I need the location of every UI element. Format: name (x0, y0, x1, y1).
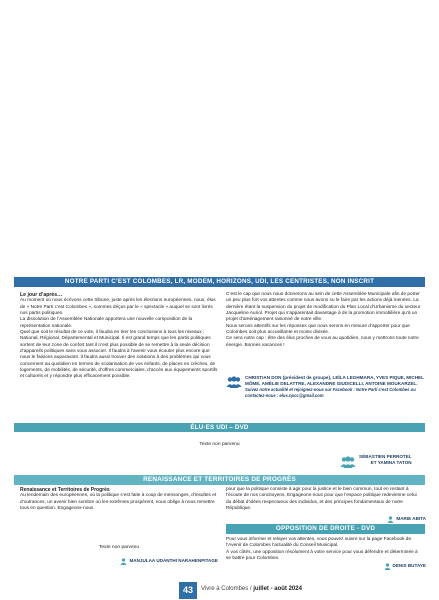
section-band-renaissance (14, 475, 425, 485)
issue-date: juillet - août 2024 (253, 586, 302, 592)
article-paragraph: Au lendemain des européennes, où la politique s’est faite à coup de mensonges, d’insultes et d’outrances, un avenir bien sombre où les extrêmes prospèrent, nous oblige à nous remettre tous en question. Engageons-nous (20, 493, 217, 512)
udi-signature (340, 454, 426, 468)
section-title: RENAISSANCE ET TERRITOIRES DE PROGRÈS (143, 476, 296, 483)
article-paragraph: Ce sera notre cap : être des élus proches de vous au quotidien, nous y mettrons toute notre énergie. Bonnes vacances ! (226, 336, 419, 348)
section-title: OPPOSITION DE DROITE - DVD (275, 525, 376, 532)
person-icon (384, 563, 391, 570)
article-paragraph: Pour vous informer et relayer vos attentes, vous pouvez suivre sur la page Facebook de l’Avenir de Colombes l’actualité du Conseil Municipal. (226, 537, 412, 549)
article-left-column (20, 292, 218, 381)
udi-text (0, 442, 439, 448)
magazine-name: Vivre à Colombes (201, 586, 249, 592)
opposition-text (226, 537, 424, 562)
group-people-icon (226, 376, 242, 388)
renaissance-signature (376, 516, 426, 523)
opposition-signature (360, 563, 426, 570)
page-footer (0, 581, 439, 600)
article-paragraph: C’est le cap que nous nous donnerons au sein de cette Assemblée Municipale afin de porter un peu plus fort vos attentes comme nous avons su le faire par les actions déjà menées. La dernière étant la suspension du projet de modification du Plan Local d’Urbanisme du secteur Jacqueline Auriol. Projet qui s’apparentait davantage à de la promotion immobilière qu’à un projet d’aménagement raisonné de notre ville. (226, 292, 421, 323)
section-title: NOTRE PARTI C’EST COLOMBES, LR, MODEM, HORIZONS, UDI, LES CENTRISTES, NON INSCRIT (64, 278, 375, 285)
other-signature (84, 558, 218, 565)
placeholder-text: Texte non parvenu (199, 442, 240, 447)
renaissance-right-column (226, 487, 422, 512)
article-heading: Renaissance et Territoires de Progrès (20, 487, 110, 493)
article-paragraph: Quel que soit le résultat de ce vote, il faudra en tirer les conclusions à tous les niveaux : National, Régional, Départemental et Municipal. Il est grand temps que les partis politiques sortent de leur zone de confort tant il n’est plus possible de se remettre à la seule décision d’appareils politiques sans vous associer. Il faudra à l’avenir vous écouter plus encore que nous le faisions auparavant. Il faudra aussi trouver des solutions à des problèmes qui vous concernent au quotidien en termes de scolarisation de vos enfants, de places en crèches, de logements, de mobilités, de sécurité, d’offres commerciales, d’accès aux équipements sportifs et culturels et y répondre plus efficacement possible. (20, 330, 218, 380)
section-title: ÉLU·ES UDI – DVD (190, 424, 249, 431)
article-paragraph: pour que la politique consiste à agir pour la justice et le bien commun, tout en restant à l’écoute de nos concitoyens. Engageons-nous pour que l’espace politique redevienne celui du débat d’idées respectueux des individus, et des principes fondamentaux de notre République. (226, 487, 417, 512)
page-number: 43 (179, 582, 197, 599)
article-paragraph: Au moment où nous écrivons cette tribune, juste après les élections européennes, nous, élus de « Notre Parti c’est Colombes », sommes déçus par le « spectacle » auquel se sont livrés nos partis politiques. (20, 298, 216, 317)
signatory: DENIS BUTAYE (392, 563, 426, 568)
section-band-udi (14, 423, 425, 432)
signatories: CHRISTIAN DON (président de groupe), LEÏLA LEGHMARA, YVES PIQUE, MICHEL MÔME, AMÉLIE DELATTRE, ALEXANDRE GIUDICELLI, ANTOINE MOUKARZEL. (245, 375, 424, 386)
signatory: MANJULAA UDANTHI NARAHENPITAGE (129, 558, 218, 563)
person-icon (387, 516, 394, 523)
placeholder-text: Texte non parvenu (98, 545, 140, 550)
signatories: SÉBASTIEN PERROTEL ET YAMINA TATON (359, 454, 412, 465)
footer-separator: / (248, 586, 254, 592)
group-people-icon (340, 456, 356, 468)
section-band-opposition (226, 524, 425, 534)
article-heading: Le jour d’après… (20, 292, 63, 298)
other-text (20, 545, 218, 551)
follow-info: Suivez notre actualité et rejoignez-nous sur Facebook : Notre Parti c’est Colombes ou contactez-nous : elus.npcc@gmail.com (245, 387, 416, 398)
signatory: MARIE ABITA (396, 516, 426, 521)
article-paragraph: La dissolution de l’Assemblée Nationale apportera une nouvelle composition de la représentation nationale. (20, 317, 193, 329)
footer-publication (201, 586, 302, 592)
section-band-notre-parti (14, 277, 425, 287)
article-paragraph: À vos côtés, une opposition résolument à votre service pour vous défendre et déterminée à se battre pour Colombes. (226, 549, 418, 562)
person-icon (120, 558, 127, 565)
article-paragraph: Nous serons attentifs sur les réponses que nous serons en mesure d’apporter pour que Colombes soit plus accueillante et moins divisée. (226, 323, 410, 336)
article-right-column (226, 292, 422, 349)
article-signature (226, 375, 424, 398)
renaissance-left-column (20, 487, 218, 512)
